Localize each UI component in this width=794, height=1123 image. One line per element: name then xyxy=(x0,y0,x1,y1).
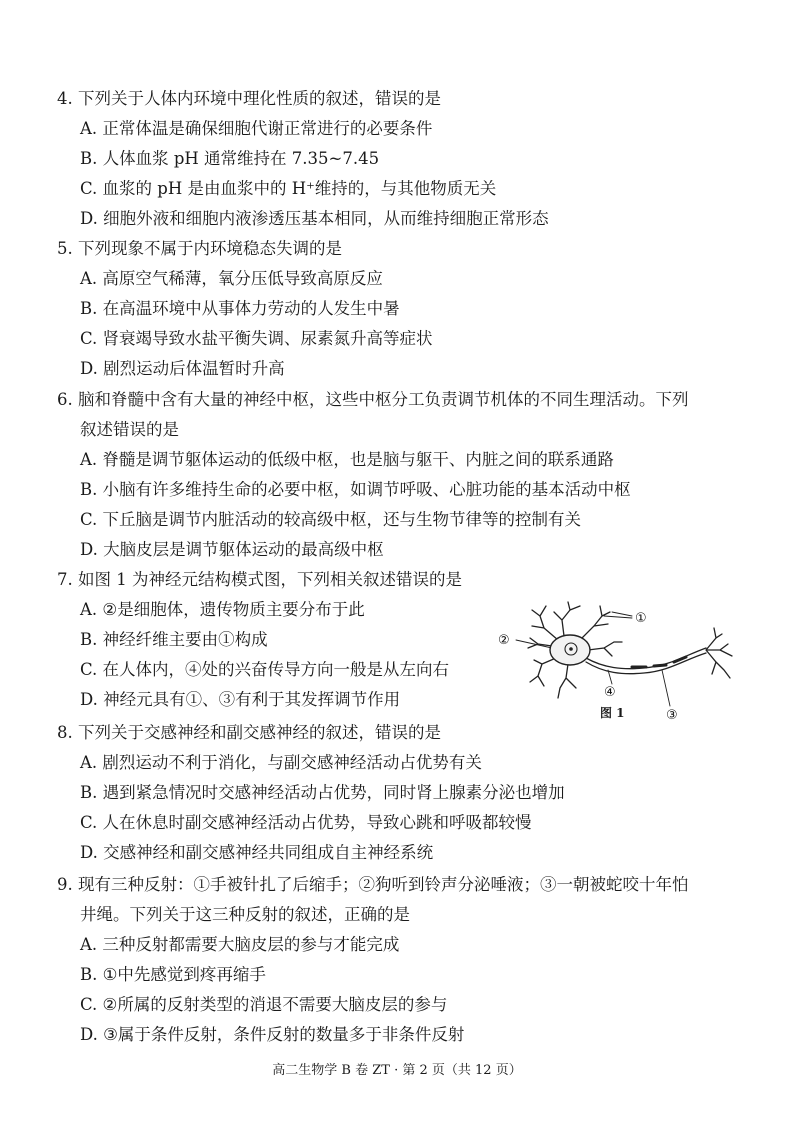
question-9-stem-cont: 井绳。下列关于这三种反射的叙述，正确的是 xyxy=(80,905,410,924)
dendrite xyxy=(582,606,610,638)
question-4-stem: 4. 下列关于人体内环境中理化性质的叙述，错误的是 xyxy=(57,89,441,108)
myelin-sheath xyxy=(632,657,686,667)
label-1: ① xyxy=(635,611,647,626)
question-6-option-b: B. 小脑有许多维持生命的必要中枢，如调节呼吸、心脏功能的基本活动中枢 xyxy=(80,480,631,499)
label-4: ④ xyxy=(604,685,616,700)
question-7-option-c: C. 在人体内，④处的兴奋传导方向一般是从左向右 xyxy=(80,660,450,679)
label-3: ③ xyxy=(666,708,678,722)
dendrite xyxy=(532,606,558,640)
dendrite xyxy=(528,638,552,648)
question-9-option-c: C. ②所属的反射类型的消退不需要大脑皮层的参与 xyxy=(80,995,448,1014)
question-6-option-a: A. 脊髓是调节躯体运动的低级中枢，也是脑与躯干、内脏之间的联系通路 xyxy=(80,450,614,469)
figure-caption: 图 1 xyxy=(600,706,625,720)
question-6-option-d: D. 大脑皮层是调节躯体运动的最高级中枢 xyxy=(80,540,384,559)
question-4-option-d: D. 细胞外液和细胞内液渗透压基本相同，从而维持细胞正常形态 xyxy=(80,209,549,228)
axon-terminal xyxy=(706,628,732,678)
question-9-option-d: D. ③属于条件反射，条件反射的数量多于非条件反射 xyxy=(80,1025,465,1044)
axon xyxy=(586,653,706,674)
question-4-option-a: A. 正常体温是确保细胞代谢正常进行的必要条件 xyxy=(80,119,433,138)
question-6-stem-cont: 叙述错误的是 xyxy=(80,420,179,439)
question-4-option-b: B. 人体血浆 pH 通常维持在 7.35~7.45 xyxy=(80,149,380,168)
dendrite xyxy=(554,602,580,636)
dendrite xyxy=(588,642,622,656)
question-5-stem: 5. 下列现象不属于内环境稳态失调的是 xyxy=(57,239,342,258)
nucleolus xyxy=(569,647,573,651)
question-9-option-b: B. ①中先感觉到疼再缩手 xyxy=(80,965,266,984)
dendrite xyxy=(558,664,576,698)
label-line xyxy=(662,670,670,706)
question-7-option-d: D. 神经元具有①、③有利于其发挥调节作用 xyxy=(80,690,401,709)
question-9-option-a: A. 三种反射都需要大脑皮层的参与才能完成 xyxy=(80,935,400,954)
question-5-option-d: D. 剧烈运动后体温暂时升高 xyxy=(80,359,285,378)
question-7-option-a: A. ②是细胞体，遗传物质主要分布于此 xyxy=(80,600,365,619)
question-4-option-c: C. 血浆的 pH 是由血浆中的 H⁺维持的，与其他物质无关 xyxy=(80,179,497,198)
dendrite xyxy=(530,658,556,686)
label-2: ② xyxy=(498,633,510,648)
question-5-option-c: C. 肾衰竭导致水盐平衡失调、尿素氮升高等症状 xyxy=(80,329,433,348)
question-6-stem: 6. 脑和脊髓中含有大量的神经中枢，这些中枢分工负责调节机体的不同生理活动。下列 xyxy=(57,390,689,409)
question-7-option-b: B. 神经纤维主要由①构成 xyxy=(80,630,268,649)
question-6-option-c: C. 下丘脑是调节内脏活动的较高级中枢，还与生物节律等的控制有关 xyxy=(80,510,582,529)
neuron-diagram xyxy=(494,598,744,722)
question-9-stem: 9. 现有三种反射：①手被针扎了后缩手；②狗听到铃声分泌唾液；③一朝被蛇咬十年怕 xyxy=(57,875,689,894)
question-5-option-a: A. 高原空气稀薄，氧分压低导致高原反应 xyxy=(80,269,383,288)
question-8-option-c: C. 人在休息时副交感神经活动占优势，导致心跳和呼吸都较慢 xyxy=(80,813,532,832)
question-8-option-b: B. 遇到紧急情况时交感神经活动占优势，同时肾上腺素分泌也增加 xyxy=(80,783,565,802)
question-8-stem: 8. 下列关于交感神经和副交感神经的叙述，错误的是 xyxy=(57,723,441,742)
question-8-option-a: A. 剧烈运动不利于消化，与副交感神经活动占优势有关 xyxy=(80,753,482,772)
question-8-option-d: D. 交感神经和副交感神经共同组成自主神经系统 xyxy=(80,843,434,862)
question-5-option-b: B. 在高温环境中从事体力劳动的人发生中暑 xyxy=(80,299,400,318)
page-footer: 高二生物学 B 卷 ZT · 第 2 页（共 12 页） xyxy=(272,1063,522,1078)
question-7-stem: 7. 如图 1 为神经元结构模式图，下列相关叙述错误的是 xyxy=(57,570,462,589)
